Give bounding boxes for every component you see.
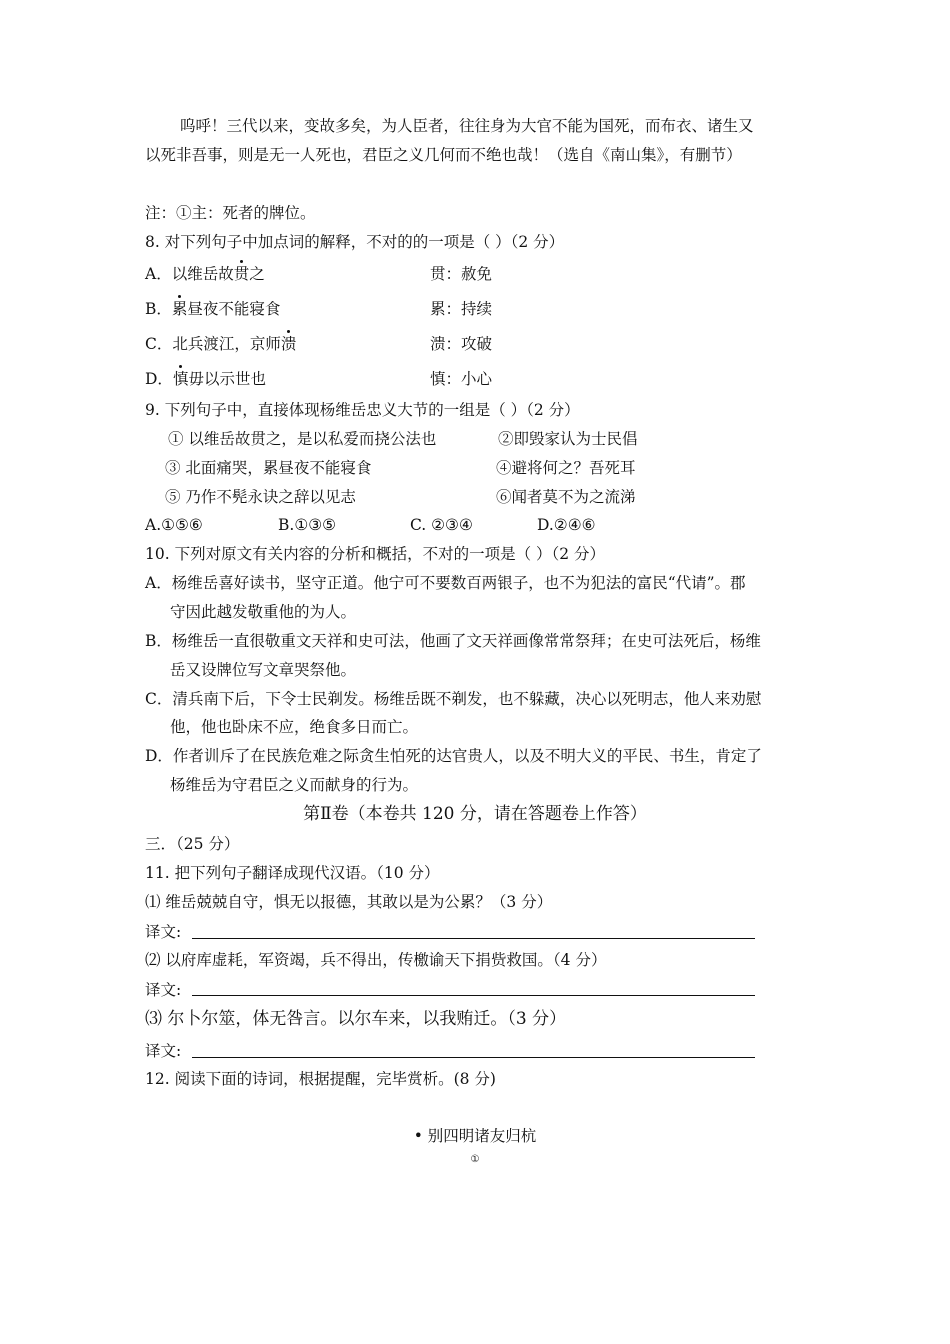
q10-option-c-cont: 他，他也卧床不应，绝食多日而亡。 bbox=[170, 718, 419, 736]
part2-heading: 第Ⅱ卷（本卷共 120 分，请在答题卷上作答） bbox=[303, 804, 647, 824]
q8-option-b-gloss: 累：持续 bbox=[430, 300, 493, 318]
q10-option-d: D．作者训斥了在民族危难之际贪生怕死的达官贵人，以及不明大义的平民、书生，肯定了 bbox=[145, 747, 762, 765]
q9-choice-c: C. ②③④ bbox=[410, 516, 473, 534]
q8-option-d-dotted-word: 慎 bbox=[172, 370, 189, 388]
passage-note: 注：①主：死者的牌位。 bbox=[145, 204, 316, 222]
q11-stem: 11. 把下列句子翻译成现代汉语。（10 分） bbox=[145, 864, 440, 882]
passage-line-2: 以死非吾事，则是无一人死也，君臣之义几何而不绝也哉！（选自《南山集》，有删节） bbox=[145, 146, 742, 164]
q8-option-a-dotted-word: 贯 bbox=[233, 265, 250, 283]
answer-line[interactable] bbox=[192, 1057, 755, 1058]
q11-sentence-3: ⑶ 尔卜尔筮，体无咎言。以尔车来，以我贿迁。（3 分） bbox=[145, 1009, 567, 1029]
q9-item: ⑤ 乃作不髡永诀之辞以见志 bbox=[165, 488, 356, 506]
passage-line-1: 呜呼！三代以来，变故多矣，为人臣者，往往身为大官不能为国死，而布衣、诸生又 bbox=[180, 117, 754, 135]
answer-line[interactable] bbox=[192, 938, 755, 939]
q8-option-c-gloss: 溃：攻破 bbox=[430, 335, 493, 353]
poem-title: • 别四明诸友归杭 bbox=[413, 1127, 537, 1145]
q8-option-b: B．累昼夜不能寝食 bbox=[145, 300, 281, 318]
q8-option-c-dotted-word: 溃 bbox=[280, 335, 297, 353]
q11-sentence-1: ⑴ 维岳兢兢自守，惧无以报德，其敢以是为公累？（3 分） bbox=[145, 893, 553, 911]
q10-stem: 10. 下列对原文有关内容的分析和概括，不对的一项是（ ）（2 分） bbox=[145, 545, 606, 563]
answer-label: 译文: bbox=[145, 1042, 182, 1060]
q9-choice-d: D.②④⑥ bbox=[537, 516, 596, 534]
poem-footnote-mark: ① bbox=[470, 1154, 480, 1165]
q10-option-c: C．清兵南下后，下令士民剃发。杨维岳既不剃发，也不躲藏，决心以死明志，他人来劝慰 bbox=[145, 690, 762, 708]
q10-option-a: A．杨维岳喜好读书，坚守正道。他宁可不要数百两银子，也不为犯法的富民“代请”。郡 bbox=[145, 574, 746, 592]
q10-option-b-cont: 岳又设牌位写文章哭祭他。 bbox=[170, 661, 357, 679]
answer-line[interactable] bbox=[192, 995, 755, 996]
q9-choice-a: A.①⑤⑥ bbox=[145, 516, 203, 534]
q8-option-b-dotted-word: 累 bbox=[171, 300, 188, 318]
q8-option-d-gloss: 慎：小心 bbox=[430, 370, 493, 388]
q8-stem: 8. 对下列句子中加点词的解释，不对的的一项是（ ）（2 分） bbox=[145, 233, 565, 251]
q8-option-c: C．北兵渡江，京师溃 bbox=[145, 335, 297, 353]
q10-option-d-cont: 杨维岳为守君臣之义而献身的行为。 bbox=[170, 776, 419, 794]
q10-option-b: B．杨维岳一直很敬重文天祥和史可法，他画了文天祥画像常常祭拜；在史可法死后，杨维 bbox=[145, 632, 761, 650]
answer-label: 译文: bbox=[145, 981, 182, 999]
q9-item: ②即毁家认为士民倡 bbox=[498, 430, 638, 448]
q11-sentence-2: ⑵ 以府库虚耗，军资竭，兵不得出，传檄谕天下捐赀救国。（4 分） bbox=[145, 951, 607, 969]
q10-option-a-cont: 守因此越发敬重他的为人。 bbox=[170, 603, 357, 621]
q9-item: ① 以维岳故贯之，是以私爱而挠公法也 bbox=[168, 430, 437, 448]
section-three: 三．（25 分） bbox=[145, 835, 240, 853]
q9-choice-b: B.①③⑤ bbox=[278, 516, 337, 534]
q9-item: ⑥闻者莫不为之流涕 bbox=[496, 488, 636, 506]
answer-label: 译文: bbox=[145, 923, 182, 941]
q8-option-d: D．慎毋以示世也 bbox=[145, 370, 266, 388]
q9-item: ③ 北面痛哭，累昼夜不能寝食 bbox=[165, 459, 372, 477]
q8-option-a: A．以维岳故贯之 bbox=[145, 265, 265, 283]
q12-stem: 12. 阅读下面的诗词，根据提醒，完毕赏析。(8 分) bbox=[145, 1070, 496, 1088]
q9-item: ④避将何之？吾死耳 bbox=[496, 459, 636, 477]
q9-stem: 9. 下列句子中，直接体现杨维岳忠义大节的一组是（ ）（2 分） bbox=[145, 401, 580, 419]
q8-option-a-gloss: 贯：赦免 bbox=[430, 265, 493, 283]
